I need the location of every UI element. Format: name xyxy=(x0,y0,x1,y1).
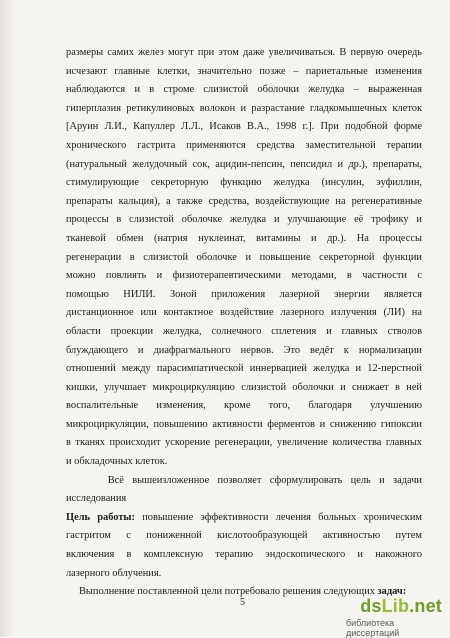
text-line: блуждающего и диафрагмального нервов. Это ведёт к нормализации xyxy=(66,344,422,356)
goal-line-1 xyxy=(66,509,422,528)
logo-ds: ds xyxy=(360,596,382,616)
text-line: воспалительные изменения, кроме того, благодаря улучшению xyxy=(66,400,422,412)
scan-shadow-edge xyxy=(0,0,14,637)
page-number: 5 xyxy=(240,597,245,608)
logo-net: .net xyxy=(409,596,442,616)
body-text xyxy=(66,44,422,602)
text-line: [Аруин Л.И., Капуллер Л.Л., Исаков В.А., 1998 г.]. При подобной форме xyxy=(66,121,422,133)
logo-subtitle: библиотека диссертаций xyxy=(346,618,400,638)
text-line: тканевой обмен (натрия нуклеинат, витамины и др.). На процессы xyxy=(66,232,422,244)
goal-text-1: повышение эффективности лечения больных хроническим xyxy=(135,511,422,523)
text-line: и обкладочных клеток. xyxy=(66,456,168,468)
text-line: стимулирующие секреторную функцию желудка (инсулин, эуфиллин, xyxy=(66,177,422,189)
text-line: помощью НИЛИ. Зоной приложения лазерной энергии является xyxy=(66,288,422,300)
paragraph-goal xyxy=(66,509,422,583)
text-line: кишки, улучшает микроциркуляцию слизистой оболочки и снижает в ней xyxy=(66,381,422,393)
paragraph-intro xyxy=(66,44,422,472)
text-line: Всё вышеизложенное позволяет сформулировать цель и задачи xyxy=(66,474,422,486)
goal-line-4: лазерного облучения. xyxy=(66,567,162,579)
text-line: можно повлиять и физиотерапевтическими методами, в частности с xyxy=(66,270,422,282)
text-line: гиперплазия ретикулиновых волокон и разрастание гладкомышечных клеток xyxy=(66,102,422,114)
dslib-logo[interactable] xyxy=(346,596,446,638)
text-line: области проекции желудка, солнечного сплетения и главных стволов xyxy=(66,325,422,337)
text-line: препараты кальция), а также средства, воздействующие на регенеративные xyxy=(66,195,422,207)
text-line: исследования xyxy=(66,493,127,505)
goal-label: Цель работы: xyxy=(66,511,135,523)
text-line: микроциркуляции, повышению активности ферментов и снижению гипоксии xyxy=(66,418,422,430)
tasks-label: задач: xyxy=(377,586,407,598)
text-line: процессы в слизистой оболочке желудка и улучшающие её трофику и xyxy=(66,214,422,226)
text-line: отношений между парасимпатической иннервацией желудка и 12-перстной xyxy=(66,363,422,375)
text-line: регенерации в слизистой оболочке и повышение секреторной функции xyxy=(66,251,422,263)
text-line: дистанционное или контактное воздействие лазерного излучения (ЛИ) на xyxy=(66,307,422,319)
text-line: в тканях происходит ускорение регенерации, увеличение количества главных xyxy=(66,437,422,449)
text-line: исчезают главные клетки, значительно позже – париетальные изменения xyxy=(66,65,422,77)
paragraph-summary xyxy=(66,472,422,509)
text-line: хронического гастрита применяются средства заместительной терапии xyxy=(66,139,422,151)
text-line: наблюдаются и в строме слизистой оболочки желудка – выраженная xyxy=(66,84,422,96)
text-line: (натуральный желудочный сок, ацидин-пепсин, пепсидил и др.), препараты, xyxy=(66,158,422,170)
logo-lib: Lib xyxy=(381,596,410,616)
tasks-text: Выполнение поставленной цели потребовало решения следующих xyxy=(66,586,378,598)
logo-brand xyxy=(360,596,442,617)
goal-line-2: гастритом с пониженной кислотообразующей активностью путем xyxy=(66,530,422,542)
goal-line-3: включения в комплексную терапию эндоскопического и накожного xyxy=(66,549,422,561)
text-line: размеры самих желез могут при этом даже увеличиваться. В первую очередь xyxy=(66,47,422,58)
